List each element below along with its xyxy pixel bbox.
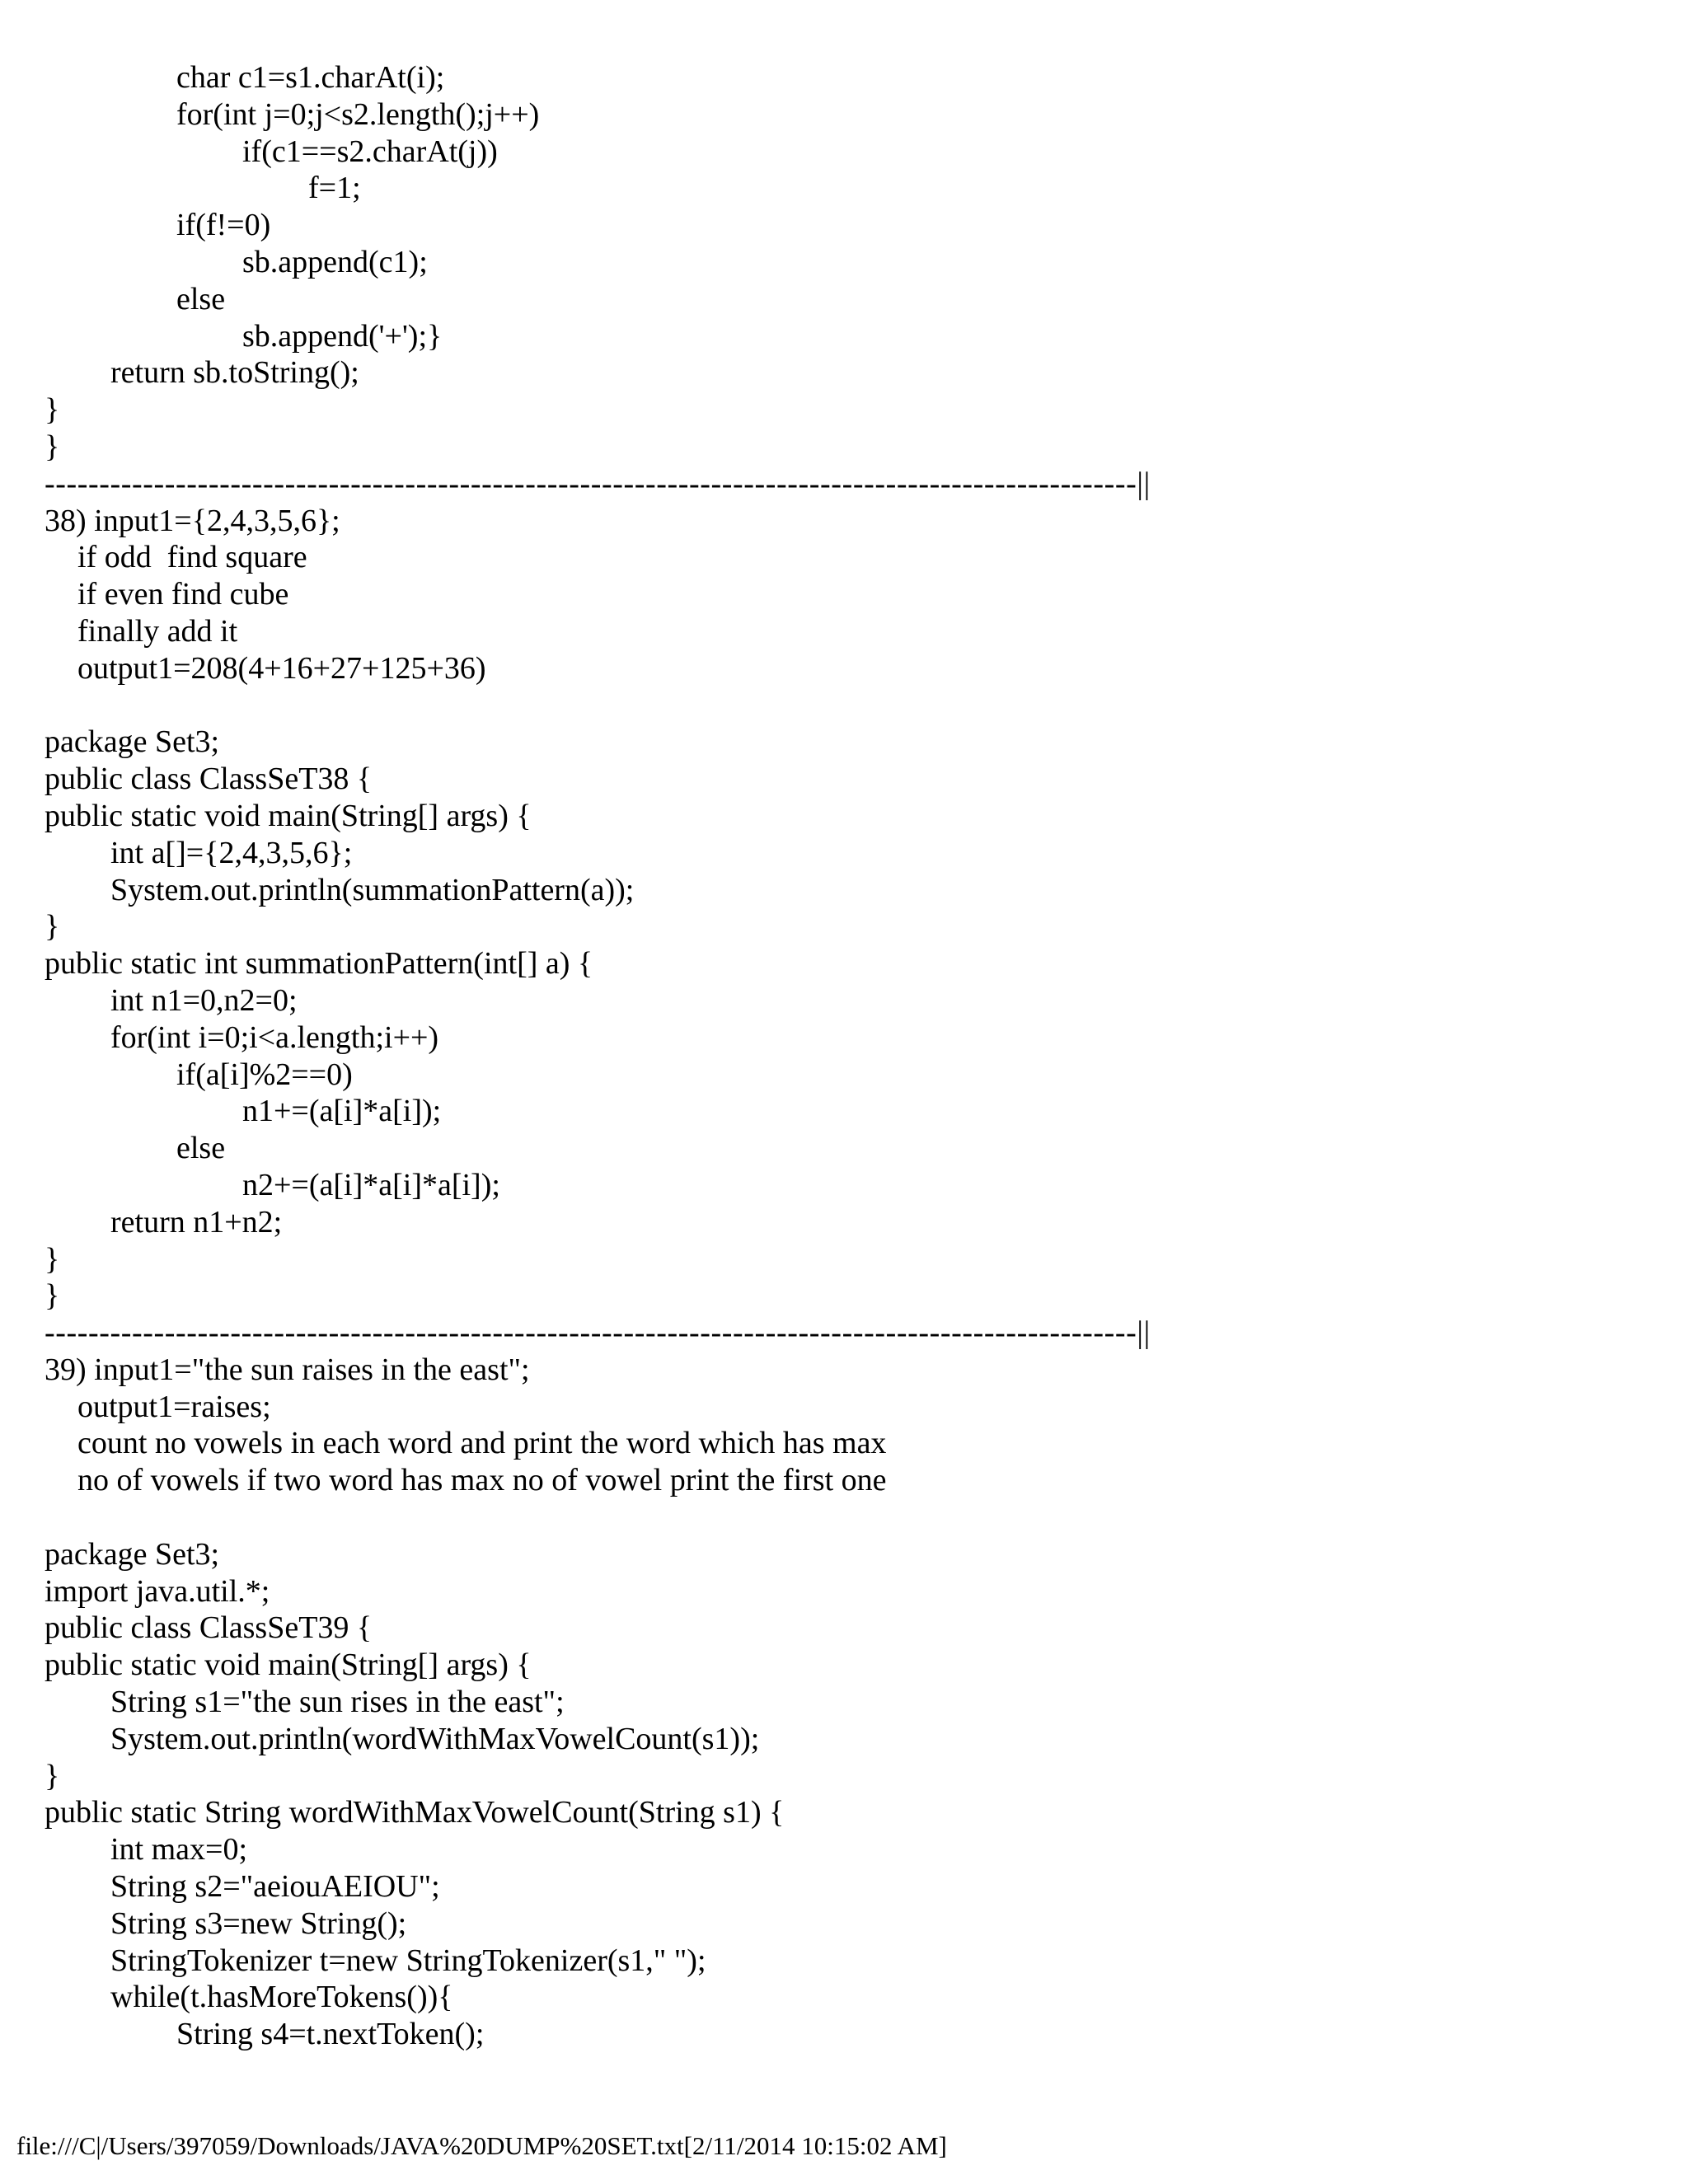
document-body [0,59,1688,2053]
code-line: } [45,392,60,428]
separator-line: ----------------------------------------------------------------------------------------------------|| [45,466,1151,501]
code-line: n2+=(a[i]*a[i]*a[i]); [242,1167,500,1202]
code-line: else [176,1131,226,1166]
code-line: sb.append(c1); [242,244,428,279]
code-line: return n1+n2; [110,1204,283,1240]
code-line: if odd find square [77,540,307,575]
code-line: char c1=s1.charAt(i); [176,60,445,95]
code-line: } [45,429,60,464]
code-line: f=1; [308,171,361,206]
code-line: output1=208(4+16+27+125+36) [77,650,486,686]
code-line: System.out.println(wordWithMaxVowelCount(s1)); [110,1721,760,1756]
code-line: } [45,1758,60,1793]
code-line: if even find cube [77,577,289,612]
code-line: System.out.println(summationPattern(a)); [110,872,635,907]
code-line: public class ClassSeT39 { [45,1610,373,1646]
code-line: package Set3; [45,1536,220,1572]
code-line: for(int i=0;i<a.length;i++) [110,1019,439,1055]
code-line: public class ClassSeT38 { [45,762,373,797]
code-line: public static void main(String[] args) { [45,1647,532,1683]
code-line: output1=raises; [77,1389,271,1424]
code-line: int max=0; [110,1832,248,1868]
code-line: public static String wordWithMaxVowelCount(String s1) { [45,1795,785,1830]
code-line: String s4=t.nextToken(); [176,2017,485,2052]
code-line: import java.util.*; [45,1573,270,1609]
separator-line: ----------------------------------------------------------------------------------------------------|| [45,1315,1151,1351]
code-line: } [45,909,60,944]
code-line: public static int summationPattern(int[] a) { [45,946,593,982]
blank-line [0,687,1688,724]
code-line: sb.append('+');} [242,318,443,354]
code-line: StringTokenizer t=new StringTokenizer(s1," "); [110,1943,706,1978]
blank-line [0,1499,1688,1536]
code-line: if(c1==s2.charAt(j)) [242,134,498,169]
code-line: return sb.toString(); [110,355,359,391]
code-line: int n1=0,n2=0; [110,982,298,1018]
code-line: no of vowels if two word has max no of vowel print the first one [77,1463,887,1498]
code-line: 38) input1={2,4,3,5,6}; [45,503,340,538]
code-line: public static void main(String[] args) { [45,798,532,833]
code-line: package Set3; [45,724,220,760]
code-line: String s1="the sun rises in the east"; [110,1685,565,1720]
code-line: else [176,281,226,316]
code-line: if(f!=0) [176,208,271,243]
code-line: if(a[i]%2==0) [176,1057,353,1092]
code-line: String s3=new String(); [110,1905,407,1941]
code-line: int a[]={2,4,3,5,6}; [110,835,353,870]
code-line: while(t.hasMoreTokens()){ [110,1980,453,2015]
code-line: } [45,1241,60,1277]
code-line: count no vowels in each word and print the word which has max [77,1426,887,1461]
code-line: finally add it [77,613,238,649]
code-line: 39) input1="the sun raises in the east"; [45,1352,530,1387]
code-line: n1+=(a[i]*a[i]); [242,1094,442,1129]
code-line: String s2="aeiouAEIOU"; [110,1869,440,1905]
code-line: } [45,1278,60,1314]
code-line: for(int j=0;j<s2.length();j++) [176,96,540,132]
page-footer-path: file:///C|/Users/397059/Downloads/JAVA%20DUMP%20SET.txt[2/11/2014 10:15:02 AM] [16,2131,947,2160]
